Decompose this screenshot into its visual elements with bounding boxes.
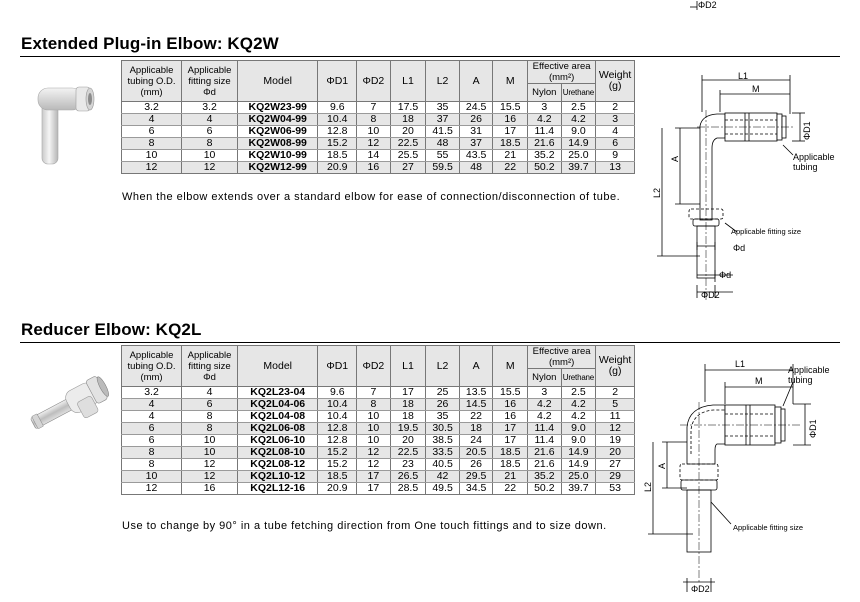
kq2w-header-a: A [459, 61, 493, 102]
kq2w-title-rule [20, 56, 840, 57]
table-cell: 50.2 [528, 483, 562, 495]
table-cell: 28.5 [390, 483, 426, 495]
kq2l-drawing-tubing-1: Applicable [788, 365, 830, 375]
table-cell: 20.9 [318, 483, 357, 495]
table-cell: 14.5 [459, 399, 493, 411]
kq2w-product-image [28, 78, 118, 168]
table-cell: 10 [357, 435, 391, 447]
table-cell: 37 [459, 138, 493, 150]
table-cell: 17 [357, 471, 391, 483]
table-cell: 16 [493, 114, 528, 126]
table-cell: 3.2 [182, 102, 238, 114]
table-cell: 23 [390, 459, 426, 471]
table-cell: 12 [357, 447, 391, 459]
table-cell: 12 [182, 471, 238, 483]
table-cell: 16 [182, 483, 238, 495]
model-cell: KQ2W04-99 [238, 114, 318, 126]
table-cell: 3.2 [122, 387, 182, 399]
table-cell: 14.9 [561, 459, 596, 471]
table-cell: 10.4 [318, 399, 357, 411]
kq2l-drawing-d2: ΦD2 [691, 584, 710, 594]
table-cell: 34.5 [459, 483, 493, 495]
table-cell: 30.5 [426, 423, 460, 435]
kq2w-dimension-drawing [645, 70, 845, 310]
table-cell: 53 [596, 483, 635, 495]
table-cell: 49.5 [426, 483, 460, 495]
table-cell: 25.5 [390, 150, 426, 162]
table-cell: 18.5 [493, 138, 528, 150]
table-cell: 12 [596, 423, 635, 435]
model-cell: KQ2L08-12 [238, 459, 318, 471]
table-cell: 21.6 [528, 138, 562, 150]
table-cell: 2 [596, 387, 635, 399]
table-cell: 18.5 [493, 459, 528, 471]
table-cell: 18 [390, 411, 426, 423]
table-cell: 35.2 [528, 150, 562, 162]
table-cell: 18.5 [318, 150, 357, 162]
model-cell: KQ2L10-12 [238, 471, 318, 483]
kq2l-header-urethane: Urethane [561, 369, 596, 387]
table-cell: 26 [426, 399, 460, 411]
kq2l-drawing-l1: L1 [735, 359, 746, 369]
table-cell: 12 [122, 162, 182, 174]
kq2l-drawing-m: M [755, 376, 763, 386]
table-cell: 9 [596, 150, 635, 162]
table-cell: 8 [182, 138, 238, 150]
table-cell: 19.5 [390, 423, 426, 435]
table-cell: 22 [459, 411, 493, 423]
table-row [122, 411, 635, 423]
table-cell: 22 [493, 483, 528, 495]
table-cell: 17 [357, 483, 391, 495]
table-cell: 19 [596, 435, 635, 447]
table-cell: 6 [182, 399, 238, 411]
kq2w-header-d2: ΦD2 [357, 61, 391, 102]
kq2l-header-m: M [493, 346, 528, 387]
table-cell: 25.0 [561, 471, 596, 483]
table-cell: 48 [459, 162, 493, 174]
table-cell: 21 [493, 471, 528, 483]
table-cell: 11.4 [528, 126, 562, 138]
table-cell: 8 [182, 423, 238, 435]
table-cell: 16 [493, 411, 528, 423]
table-cell: 4 [182, 387, 238, 399]
kq2l-header-d2: ΦD2 [357, 346, 391, 387]
kq2w-drawing-a: A [670, 155, 680, 162]
table-cell: 21 [493, 150, 528, 162]
table-cell: 42 [426, 471, 460, 483]
table-cell: 6 [122, 435, 182, 447]
kq2l-header-weight: Weight (g) [596, 346, 635, 387]
table-cell: 21.6 [528, 459, 562, 471]
table-cell: 10 [182, 447, 238, 459]
table-cell: 4.2 [528, 399, 562, 411]
table-cell: 9.6 [318, 387, 357, 399]
table-cell: 16 [357, 162, 391, 174]
kq2w-header-m: M [493, 61, 528, 102]
table-cell: 4 [182, 114, 238, 126]
table-cell: 40.5 [426, 459, 460, 471]
table-cell: 5 [596, 399, 635, 411]
table-cell: 31 [459, 126, 493, 138]
table-row [122, 471, 635, 483]
table-cell: 29.5 [459, 471, 493, 483]
table-row [122, 138, 635, 150]
table-cell: 17 [493, 435, 528, 447]
table-cell: 10.4 [318, 114, 357, 126]
kq2w-drawing-l2: L2 [652, 187, 662, 198]
table-cell: 17 [493, 126, 528, 138]
kq2w-header-tubing-od: Applicable tubing O.D. (mm) [122, 61, 182, 102]
table-cell: 37 [426, 114, 460, 126]
kq2w-drawing-phi-d-lower: Φd [719, 270, 732, 280]
kq2l-header-l2: L2 [426, 346, 460, 387]
kq2w-drawing-tubing-2: tubing [793, 162, 818, 172]
table-cell: 14.9 [561, 138, 596, 150]
table-cell: 6 [182, 126, 238, 138]
model-cell: KQ2W08-99 [238, 138, 318, 150]
kq2w-title: Extended Plug-in Elbow: KQ2W [21, 34, 279, 53]
table-cell: 9.6 [318, 102, 357, 114]
table-cell: 27 [390, 162, 426, 174]
table-cell: 4 [596, 126, 635, 138]
model-cell: KQ2L04-06 [238, 399, 318, 411]
table-cell: 18.5 [493, 447, 528, 459]
table-row [122, 162, 635, 174]
table-cell: 12.8 [318, 126, 357, 138]
table-cell: 17 [493, 423, 528, 435]
table-cell: 10 [182, 150, 238, 162]
kq2l-dimension-drawing [645, 352, 855, 597]
table-cell: 38.5 [426, 435, 460, 447]
table-cell: 2 [596, 102, 635, 114]
table-cell: 3 [596, 114, 635, 126]
model-cell: KQ2L06-10 [238, 435, 318, 447]
table-cell: 24.5 [459, 102, 493, 114]
kq2w-drawing-tubing-1: Applicable [793, 152, 835, 162]
table-cell: 13 [596, 162, 635, 174]
table-cell: 4 [122, 114, 182, 126]
table-cell: 12 [122, 483, 182, 495]
model-cell: KQ2L04-08 [238, 411, 318, 423]
model-cell: KQ2W12-99 [238, 162, 318, 174]
kq2w-note: When the elbow extends over a standard elbow for ease of connection/disconnection of tube. [122, 191, 621, 203]
top-stub-d2-label: ΦD2 [698, 0, 717, 10]
kq2l-header-a: A [459, 346, 493, 387]
table-cell: 11.4 [528, 423, 562, 435]
table-cell: 4.2 [528, 114, 562, 126]
table-cell: 20 [390, 126, 426, 138]
table-cell: 25 [426, 387, 460, 399]
model-cell: KQ2W10-99 [238, 150, 318, 162]
table-cell: 4.2 [561, 411, 596, 423]
table-cell: 8 [122, 138, 182, 150]
kq2l-drawing-tubing-2: tubing [788, 375, 813, 385]
kq2l-header-d1: ΦD1 [318, 346, 357, 387]
kq2w-drawing-fitting-size: Applicable fitting size [731, 227, 802, 236]
table-cell: 7 [357, 102, 391, 114]
table-cell: 3.2 [122, 102, 182, 114]
table-cell: 10 [357, 423, 391, 435]
table-cell: 15.5 [493, 387, 528, 399]
table-cell: 3 [528, 387, 562, 399]
kq2l-table-body [122, 387, 635, 495]
table-cell: 2.5 [561, 387, 596, 399]
kq2l-header-l1: L1 [390, 346, 426, 387]
table-cell: 50.2 [528, 162, 562, 174]
table-cell: 17.5 [390, 102, 426, 114]
table-cell: 15.5 [493, 102, 528, 114]
table-cell: 41.5 [426, 126, 460, 138]
table-cell: 12 [357, 459, 391, 471]
table-row [122, 399, 635, 411]
kq2w-header-l2: L2 [426, 61, 460, 102]
table-row [122, 483, 635, 495]
table-cell: 18.5 [318, 471, 357, 483]
table-cell: 15.2 [318, 459, 357, 471]
table-cell: 20 [596, 447, 635, 459]
table-cell: 10 [357, 411, 391, 423]
kq2w-drawing-phi-d-upper: Φd [733, 243, 746, 253]
kq2w-header-d1: ΦD1 [318, 61, 357, 102]
kq2l-drawing-fitting-size: Applicable fitting size [733, 523, 804, 532]
model-cell: KQ2L06-08 [238, 423, 318, 435]
table-cell: 26.5 [390, 471, 426, 483]
model-cell: KQ2W06-99 [238, 126, 318, 138]
table-cell: 10 [357, 126, 391, 138]
model-cell: KQ2L12-16 [238, 483, 318, 495]
table-cell: 8 [182, 411, 238, 423]
kq2l-drawing-l2: L2 [643, 481, 653, 492]
kq2w-header-nylon: Nylon [528, 84, 562, 102]
kq2l-drawing-d1: ΦD1 [808, 419, 818, 438]
table-cell: 48 [426, 138, 460, 150]
table-cell: 59.5 [426, 162, 460, 174]
table-cell: 22.5 [390, 138, 426, 150]
table-row [122, 435, 635, 447]
table-cell: 22.5 [390, 447, 426, 459]
table-cell: 33.5 [426, 447, 460, 459]
table-cell: 4.2 [528, 411, 562, 423]
table-cell: 11.4 [528, 435, 562, 447]
kq2w-drawing-d2: ΦD2 [701, 290, 720, 300]
table-row [122, 387, 635, 399]
kq2l-spec-table [121, 345, 635, 495]
table-cell: 9.0 [561, 435, 596, 447]
kq2w-header-eff-area: Effective area (mm²) [528, 61, 596, 84]
kq2l-title-rule [20, 342, 840, 343]
top-stub [690, 0, 730, 12]
table-cell: 6 [122, 126, 182, 138]
table-cell: 15.2 [318, 138, 357, 150]
table-row [122, 447, 635, 459]
table-cell: 13.5 [459, 387, 493, 399]
table-row [122, 459, 635, 471]
table-cell: 35.2 [528, 471, 562, 483]
kq2w-drawing-m: M [752, 84, 760, 94]
table-cell: 26 [459, 459, 493, 471]
table-cell: 20.9 [318, 162, 357, 174]
kq2l-header-fitting-size: Applicable fitting size Φd [182, 346, 238, 387]
kq2l-header-nylon: Nylon [528, 369, 562, 387]
table-cell: 10 [182, 435, 238, 447]
table-cell: 12.8 [318, 423, 357, 435]
table-cell: 29 [596, 471, 635, 483]
table-cell: 14.9 [561, 447, 596, 459]
kq2l-note: Use to change by 90° in a tube fetching direction from One touch fittings and to size down. [122, 520, 607, 532]
table-cell: 15.2 [318, 447, 357, 459]
table-cell: 17 [390, 387, 426, 399]
table-cell: 12 [182, 162, 238, 174]
model-cell: KQ2L23-04 [238, 387, 318, 399]
table-cell: 24 [459, 435, 493, 447]
table-cell: 55 [426, 150, 460, 162]
kq2l-header-tubing-od: Applicable tubing O.D. (mm) [122, 346, 182, 387]
table-row [122, 126, 635, 138]
table-cell: 27 [596, 459, 635, 471]
table-cell: 4 [122, 399, 182, 411]
table-cell: 35 [426, 102, 460, 114]
kq2l-header-model: Model [238, 346, 318, 387]
table-cell: 20 [390, 435, 426, 447]
kq2w-spec-table [121, 60, 635, 174]
table-row [122, 102, 635, 114]
kq2l-header-eff-area: Effective area (mm²) [528, 346, 596, 369]
table-cell: 10 [122, 471, 182, 483]
table-cell: 14 [357, 150, 391, 162]
model-cell: KQ2W23-99 [238, 102, 318, 114]
kq2w-header-model: Model [238, 61, 318, 102]
table-cell: 39.7 [561, 162, 596, 174]
kq2w-table-body [122, 102, 635, 174]
table-cell: 22 [493, 162, 528, 174]
table-cell: 4.2 [561, 114, 596, 126]
table-cell: 12 [357, 138, 391, 150]
table-cell: 16 [493, 399, 528, 411]
table-row [122, 114, 635, 126]
table-cell: 11 [596, 411, 635, 423]
table-cell: 8 [357, 114, 391, 126]
table-cell: 4.2 [561, 399, 596, 411]
table-cell: 12.8 [318, 435, 357, 447]
table-cell: 4 [122, 411, 182, 423]
kq2w-header-fitting-size: Applicable fitting size Φd [182, 61, 238, 102]
table-cell: 2.5 [561, 102, 596, 114]
table-cell: 20.5 [459, 447, 493, 459]
kq2l-title: Reducer Elbow: KQ2L [21, 320, 202, 339]
kq2w-header-weight: Weight (g) [596, 61, 635, 102]
kq2w-drawing-d1: ΦD1 [802, 121, 812, 140]
table-cell: 3 [528, 102, 562, 114]
table-cell: 10 [122, 150, 182, 162]
table-cell: 9.0 [561, 423, 596, 435]
table-cell: 18 [459, 423, 493, 435]
table-cell: 12 [182, 459, 238, 471]
table-cell: 43.5 [459, 150, 493, 162]
table-cell: 25.0 [561, 150, 596, 162]
table-cell: 8 [357, 399, 391, 411]
kq2l-drawing-a: A [657, 462, 667, 469]
table-cell: 39.7 [561, 483, 596, 495]
table-cell: 21.6 [528, 447, 562, 459]
table-cell: 6 [122, 423, 182, 435]
model-cell: KQ2L08-10 [238, 447, 318, 459]
table-cell: 18 [390, 399, 426, 411]
table-cell: 18 [390, 114, 426, 126]
table-cell: 10.4 [318, 411, 357, 423]
table-cell: 8 [122, 459, 182, 471]
table-cell: 35 [426, 411, 460, 423]
kq2w-header-l1: L1 [390, 61, 426, 102]
table-cell: 7 [357, 387, 391, 399]
table-cell: 26 [459, 114, 493, 126]
table-row [122, 423, 635, 435]
table-row [122, 150, 635, 162]
kq2l-product-image [24, 375, 119, 430]
table-cell: 6 [596, 138, 635, 150]
table-cell: 8 [122, 447, 182, 459]
kq2w-drawing-l1: L1 [738, 71, 749, 81]
table-cell: 9.0 [561, 126, 596, 138]
kq2w-header-urethane: Urethane [561, 84, 596, 102]
